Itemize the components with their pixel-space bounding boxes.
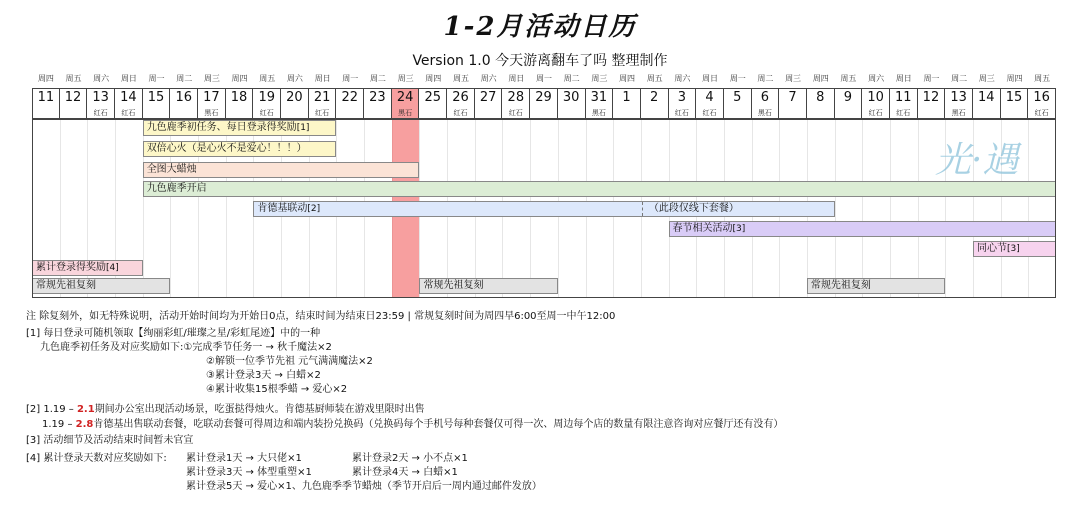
stone-marker: 红石 xyxy=(121,109,136,117)
page-title: 1-2月活动日历 xyxy=(443,12,637,42)
weekday-label: 周日 xyxy=(702,74,719,83)
day-number: 25 xyxy=(424,90,442,105)
event-footnote-ref: [4] xyxy=(106,263,119,273)
stone-marker: 红石 xyxy=(508,109,523,117)
weekday-label: 周四 xyxy=(231,74,248,83)
day-cell xyxy=(779,88,807,119)
day-cell xyxy=(586,88,614,119)
day-number: 14 xyxy=(978,90,995,105)
stone-marker: 黑石 xyxy=(398,109,413,117)
day-cell xyxy=(115,88,143,119)
day-number: 4 xyxy=(705,90,714,105)
note-1-line: ②解锁一位季节先祖 元气满满魔法×2 xyxy=(206,356,373,367)
event-label: 春节相关活动 xyxy=(672,223,733,234)
note-1-line: 九色鹿季初任务及对应奖励如下:①完成季节任务一 → 秋千魔法×2 xyxy=(40,342,332,353)
event-label: 肯德基联动 xyxy=(257,203,308,214)
weekday-label: 周二 xyxy=(369,74,386,83)
event-label: 九色鹿季初任务、每日登录得奖励 xyxy=(146,122,297,133)
note-2-prefix: [2] 1.19 – xyxy=(26,404,77,415)
event-label: 双倍心火（是心火不是爱心！！！） xyxy=(146,143,307,154)
weekday-label: 周一 xyxy=(148,74,165,83)
day-number: 16 xyxy=(175,90,192,105)
note-2-date: 2.8 xyxy=(75,419,94,430)
weekday-label: 周一 xyxy=(729,74,746,83)
day-cell xyxy=(226,88,254,119)
day-cell xyxy=(752,88,780,119)
day-number: 21 xyxy=(313,90,331,105)
day-number: 31 xyxy=(590,90,608,105)
day-cell xyxy=(253,88,281,119)
weekday-label: 周一 xyxy=(535,74,552,83)
day-cell xyxy=(1028,88,1056,119)
event-label: 累计登录得奖励 xyxy=(36,262,106,273)
note-4-reward: 累计登录5天 → 爱心×1、九色鹿季季节蜡烛（季节开启后一周内通过邮件发放） xyxy=(186,481,542,492)
event-label: 同心节 xyxy=(976,243,1007,254)
note-4-reward: 累计登录1天 → 大只佬×1 xyxy=(186,453,302,464)
day-cell xyxy=(641,88,669,119)
day-number: 13 xyxy=(92,90,109,105)
note-2-text: 肯德基出售联动套餐，吃联动套餐可得周边和端内装扮兑换码（兑换码每个手机号每种套餐仅可得一次、周边每个店的数量有限注意咨询对应餐厅还有没有） xyxy=(93,419,784,430)
note-2-text: 期间办公室出现活动场景，吃蛋挞得烛火。肯德基厨师装在游戏里限时出售 xyxy=(94,404,425,415)
day-number: 2 xyxy=(650,90,659,105)
note-4-reward: 累计登录2天 → 小不点×1 xyxy=(352,453,468,464)
weekday-label: 周四 xyxy=(812,74,829,83)
day-number: 1 xyxy=(622,90,631,105)
stone-marker: 红石 xyxy=(453,109,468,117)
stone-marker: 黑石 xyxy=(204,109,219,117)
day-number: 30 xyxy=(562,90,580,105)
day-number: 26 xyxy=(452,90,469,105)
day-cell xyxy=(669,88,697,119)
day-cell xyxy=(862,88,890,119)
day-cell xyxy=(336,88,364,119)
note-1-line: ③累计登录3天 → 白蜡×2 xyxy=(206,370,321,381)
note-1-line: ④累计收集15根季蜡 → 爱心×2 xyxy=(206,384,348,395)
day-number: 5 xyxy=(733,90,742,105)
day-number: 24 xyxy=(396,90,414,105)
weekday-label: 周四 xyxy=(1006,74,1023,83)
day-cell xyxy=(724,88,752,119)
day-cell xyxy=(281,88,309,119)
weekday-label: 周一 xyxy=(342,74,359,83)
weekday-label: 周三 xyxy=(591,74,608,83)
weekday-label: 周六 xyxy=(868,74,885,83)
weekday-label: 周五 xyxy=(259,74,276,83)
day-cell xyxy=(170,88,198,119)
day-number: 23 xyxy=(369,90,386,105)
day-number: 15 xyxy=(147,90,165,105)
day-cell xyxy=(392,88,420,119)
weekday-label: 周六 xyxy=(674,74,691,83)
note-2-date: 2.1 xyxy=(76,404,95,415)
day-cell xyxy=(918,88,946,119)
weekday-label: 周日 xyxy=(508,74,525,83)
day-cell xyxy=(890,88,918,119)
stone-marker: 红石 xyxy=(868,109,883,117)
event-calendar xyxy=(32,73,1056,298)
event-label: 常规先祖复刻 xyxy=(36,280,96,291)
day-cell xyxy=(475,88,503,119)
weekday-label: 周一 xyxy=(923,74,940,83)
weekday-label: 周六 xyxy=(480,74,497,83)
note-general: 注 除复刻外，如无特殊说明，活动开始时间均为开始日0点，结束时间为结束日23:59 | 常规复刻时间为周四早6:00至周一中午12:00 xyxy=(26,311,616,322)
day-number: 29 xyxy=(535,90,552,105)
day-number: 14 xyxy=(120,90,137,105)
event-label: 九色鹿季开启 xyxy=(146,183,207,194)
weekday-label: 周四 xyxy=(619,74,636,83)
day-cell xyxy=(60,88,88,119)
day-number: 18 xyxy=(230,90,248,105)
day-number: 22 xyxy=(341,90,359,105)
stone-marker: 红石 xyxy=(702,109,717,117)
day-number: 11 xyxy=(37,90,55,105)
day-number: 9 xyxy=(843,90,853,105)
day-number: 20 xyxy=(286,90,303,105)
stone-marker: 黑石 xyxy=(591,109,606,117)
calendar-frame xyxy=(32,119,1056,298)
weekday-label: 周五 xyxy=(452,74,469,83)
day-number: 8 xyxy=(816,90,825,105)
weekday-label: 周五 xyxy=(840,74,857,83)
day-number: 15 xyxy=(1005,90,1023,105)
weekday-label: 周五 xyxy=(646,74,663,83)
day-cell xyxy=(198,88,226,119)
day-cell xyxy=(309,88,337,119)
weekday-label: 周二 xyxy=(563,74,580,83)
weekday-label: 周四 xyxy=(37,74,54,83)
weekday-label: 周六 xyxy=(93,74,110,83)
day-cell xyxy=(419,88,447,119)
day-number: 6 xyxy=(760,90,770,105)
note-2-line-2 xyxy=(42,418,783,432)
note-4-reward: 累计登录3天 → 体型重塑×1 xyxy=(186,467,312,478)
weekday-label: 周日 xyxy=(895,74,912,83)
stone-marker: 黑石 xyxy=(951,109,966,117)
weekday-label: 周五 xyxy=(1034,74,1051,83)
event-footnote-ref: [3] xyxy=(732,224,746,234)
day-cell xyxy=(32,88,60,119)
stone-marker: 黑石 xyxy=(757,109,772,117)
weekday-label: 周三 xyxy=(785,74,802,83)
day-cell xyxy=(447,88,475,119)
weekday-label: 周二 xyxy=(757,74,774,83)
weekday-label: 周二 xyxy=(951,74,968,83)
day-cell xyxy=(973,88,1001,119)
day-cell xyxy=(807,88,835,119)
day-number: 3 xyxy=(677,90,686,105)
note-2-prefix: 1.19 – xyxy=(42,419,76,430)
weekday-label: 周五 xyxy=(65,74,82,83)
event-label: 常规先祖复刻 xyxy=(810,280,871,291)
event-label: 常规先祖复刻 xyxy=(423,280,484,291)
day-cell xyxy=(835,88,863,119)
day-number: 7 xyxy=(788,90,797,105)
sky-logo-watermark: 光·遇 xyxy=(935,140,1019,181)
event-footnote-ref: [1] xyxy=(296,123,310,133)
note-1-title: [1] 每日登录可随机领取【绚丽彩虹/璀璨之星/彩虹尾迹】中的一种 xyxy=(26,328,321,339)
day-cell xyxy=(613,88,641,119)
day-number: 13 xyxy=(950,90,967,105)
day-cell xyxy=(364,88,392,119)
day-cell xyxy=(502,88,530,119)
day-number: 10 xyxy=(867,90,884,105)
event-footnote-ref: [2] xyxy=(307,204,321,214)
day-cell xyxy=(696,88,724,119)
day-number: 12 xyxy=(922,90,940,105)
day-number: 16 xyxy=(1033,90,1050,105)
event-footnote-ref: [3] xyxy=(1006,244,1020,254)
stone-marker: 红石 xyxy=(259,109,274,117)
day-number: 12 xyxy=(64,90,82,105)
event-label: 全图大蜡烛 xyxy=(146,164,197,175)
day-number: 11 xyxy=(895,90,912,105)
weekday-label: 周日 xyxy=(314,74,331,83)
note-3: [3] 活动细节及活动结束时间暂未官宣 xyxy=(26,435,194,446)
event-note: （此段仅线下套餐） xyxy=(642,202,739,216)
day-number: 19 xyxy=(258,90,275,105)
weekday-label: 周四 xyxy=(425,74,442,83)
weekday-label: 周二 xyxy=(176,74,193,83)
weekday-label: 周日 xyxy=(120,74,137,83)
day-number: 27 xyxy=(479,90,497,105)
day-cell xyxy=(143,88,171,119)
stone-marker: 红石 xyxy=(1034,109,1049,117)
note-4-reward: 累计登录4天 → 白蜡×1 xyxy=(352,467,458,478)
day-number: 28 xyxy=(507,90,525,105)
weekday-label: 周三 xyxy=(397,74,414,83)
note-2-line-1 xyxy=(26,403,425,417)
day-cell xyxy=(530,88,558,119)
stone-marker: 红石 xyxy=(674,109,689,117)
weekday-label: 周三 xyxy=(978,74,995,83)
day-cell xyxy=(558,88,586,119)
stone-marker: 红石 xyxy=(896,109,911,117)
stone-marker: 红石 xyxy=(93,109,108,117)
note-4-lead: [4] 累计登录天数对应奖励如下: xyxy=(26,453,167,464)
day-cell xyxy=(945,88,973,119)
day-number: 17 xyxy=(203,90,220,105)
day-cell xyxy=(1001,88,1029,119)
day-cell xyxy=(87,88,115,119)
stone-marker: 红石 xyxy=(315,109,330,117)
weekday-label: 周三 xyxy=(203,74,220,83)
page-subtitle: Version 1.0 今天游离翻车了吗 整理制作 xyxy=(412,53,668,69)
weekday-label: 周六 xyxy=(286,74,303,83)
